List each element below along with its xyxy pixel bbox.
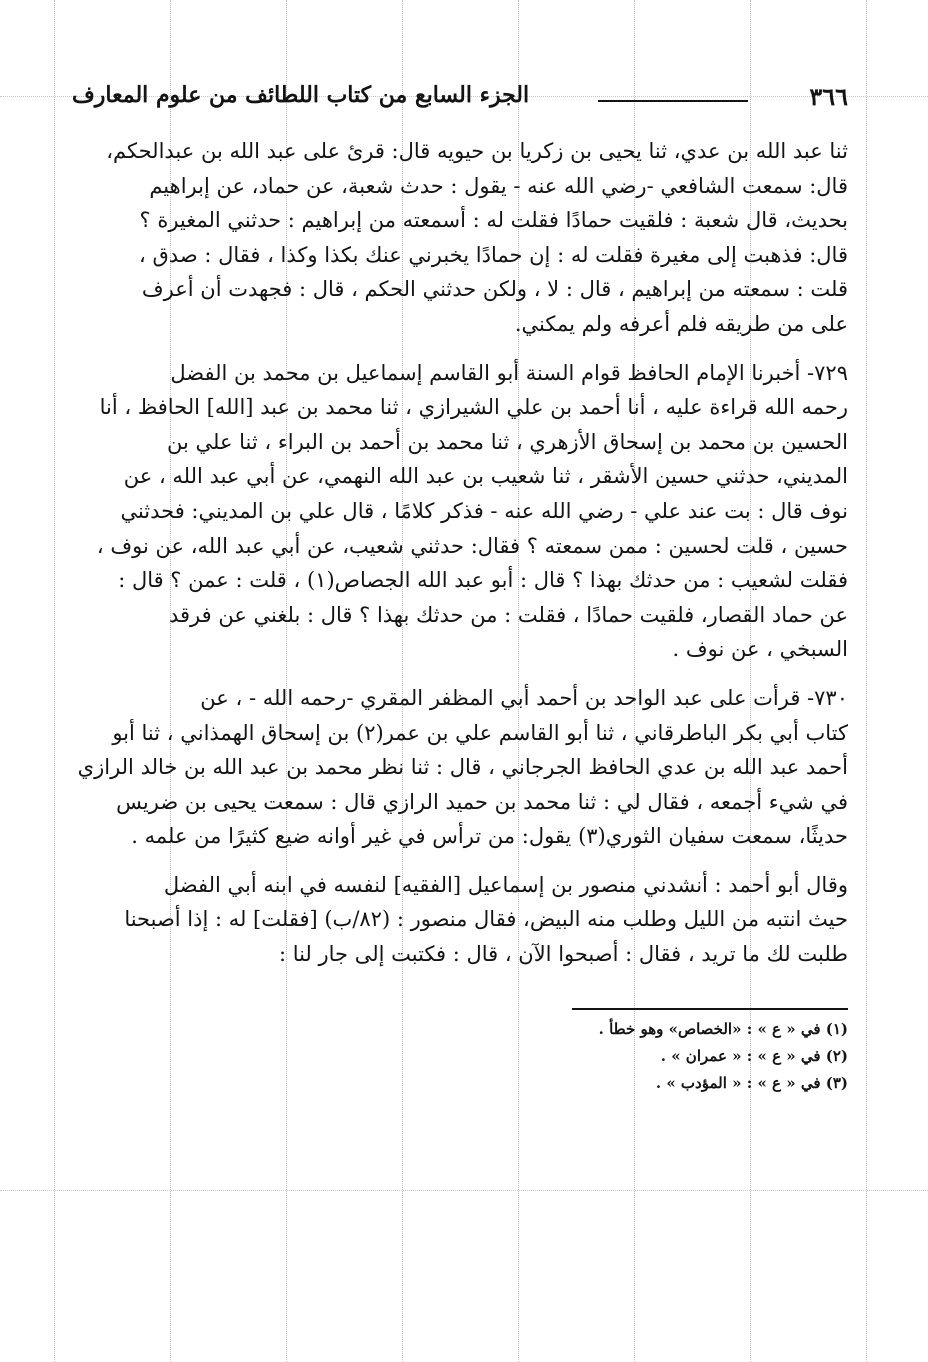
text-line: الحسين بن محمد بن إسحاق الأزهري ، ثنا محمد بن أحمد بن البراء ، ثنا علي بن [166, 429, 848, 454]
text-line: فقلت لشعيب : من حدثك بهذا ؟ قال : أبو عبد الله الجصاص(١) ، قلت : عمن ؟ قال : [118, 568, 848, 593]
text-line: في شيء أجمعه ، فقال لي : ثنا محمد بن حميد الرازي قال : سمعت يحيى بن ضريس [116, 789, 848, 814]
page-header [72, 80, 848, 120]
text-line: كتاب أبي بكر الباطرقاني ، ثنا أبو القاسم علي بن عمر(٢) بن إسحاق الهمذاني ، ثنا أبو [112, 720, 848, 745]
text-line: السبخي ، عن نوف . [672, 637, 848, 662]
footnote-rule [572, 1008, 848, 1010]
footnote: (٣) في « ع » : « المؤدب » . [655, 1073, 848, 1092]
text-line: قال: فذهبت إلى مغيرة فقلت له : إن حمادًا يخبرني عنك بكذا وكذا ، فقال : صدق ، [139, 242, 848, 267]
text-line: حديثًا، سمعت سفيان الثوري(٣) يقول: من ترأس في غير أوانه ضيع كثيرًا من علمه . [131, 824, 848, 849]
page-number: ٣٦٦ [809, 82, 848, 111]
running-title: الجزء السابع من كتاب اللطائف من علوم المعارف [72, 82, 530, 108]
text-line: ٧٣٠- قرأت على عبد الواحد بن أحمد أبي المظفر المقري -رحمه الله - ، عن [200, 685, 848, 710]
text-line: بحديث، قال شعبة : فلقيت حمادًا فقلت له : أسمعته من إبراهيم : حدثني المغيرة ؟ [139, 208, 848, 233]
footnote: (٢) في « ع » : « عمران » . [660, 1046, 848, 1065]
header-rule [598, 100, 748, 102]
text-line: قال: سمعت الشافعي -رضي الله عنه - يقول : حدث شعبة، عن حماد، عن إبراهيم [149, 173, 848, 198]
text-line: حيث انتبه من الليل وطلب منه البيض، فقال منصور : (٨٢/ب) [فقلت] له : إذا أصبحنا [124, 907, 848, 932]
paragraph [72, 134, 848, 342]
text-line: على من طريقه فلم أعرفه ولم يمكني. [514, 311, 848, 336]
text-line: قلت : سمعته من إبراهيم ، قال : لا ، ولكن حدثني الحكم ، قال : فجهدت أن أعرف [141, 277, 848, 302]
text-line: حسين ، قلت لحسين : ممن سمعته ؟ فقال: حدثني شعيب، عن أبي عبد الله، عن نوف ، [96, 533, 848, 558]
footnote: (١) في « ع » : «الخصاص» وهو خطأ . [598, 1019, 848, 1038]
book-page [72, 80, 848, 1097]
text-line: وقال أبو أحمد : أنشدني منصور بن إسماعيل [الفقيه] لنفسه في ابنه أبي الفضل [163, 872, 848, 897]
body-text [72, 134, 848, 972]
text-line: نوف قال : بت عند علي - رضي الله عنه - فذكر كلامًا ، قال علي بن المديني: فحدثني [120, 498, 848, 523]
text-line: أحمد عبد الله بن عدي الحافظ الجرجاني ، قال : ثنا نظر محمد بن عبد الله بن خالد الرازي [77, 755, 848, 780]
paragraph [72, 681, 848, 854]
text-line: عن حماد القصار، فلقيت حمادًا ، فقلت : من حدثك بهذا ؟ قال : بلغني عن فرقد [169, 602, 848, 627]
paragraph [72, 356, 848, 667]
text-line: رحمه الله قراءة عليه ، أنا أحمد بن علي الشيرازي ، ثنا محمد بن عبد [الله] الحافظ ، أنا [99, 395, 848, 420]
paragraph [72, 868, 848, 972]
text-line: المديني، حدثني حسين الأشقر ، ثنا شعيب بن عبد الله النهمي، عن أبي عبد الله ، عن [123, 464, 848, 489]
text-line: ٧٢٩- أخبرنا الإمام الحافظ قوام السنة أبو القاسم إسماعيل بن محمد بن الفضل [170, 360, 848, 385]
text-line: طلبت لك ما تريد ، فقال : أصبحوا الآن ، قال : فكتبت إلى جار لنا : [278, 942, 848, 967]
footnotes [72, 1016, 848, 1097]
text-line: ثنا عبد الله بن عدي، ثنا يحيى بن زكريا بن حيويه قال: قرئ على عبد الله بن عبدالحكم، [106, 139, 848, 163]
